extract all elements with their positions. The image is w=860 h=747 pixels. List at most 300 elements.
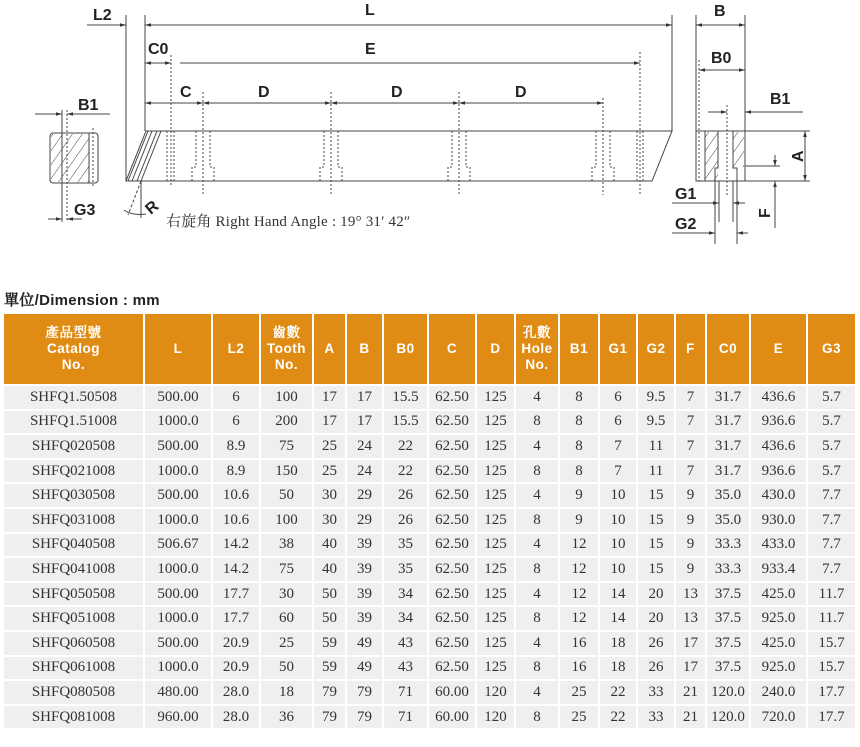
table-cell: 436.6 xyxy=(751,386,806,409)
column-header xyxy=(347,314,382,384)
table-cell: 20 xyxy=(638,583,674,606)
table-cell: 4 xyxy=(516,435,558,458)
table-cell: 150 xyxy=(261,460,312,483)
label-b1-right: B1 xyxy=(770,91,791,108)
table-cell: 34 xyxy=(384,583,427,606)
table-cell: 125 xyxy=(477,632,514,655)
table-cell: 8.9 xyxy=(213,435,259,458)
header-line: B1 xyxy=(569,341,589,356)
label-l2: L2 xyxy=(93,7,112,24)
table-cell: 25 xyxy=(314,435,345,458)
table-cell: 15.7 xyxy=(808,632,855,655)
table-cell: 43 xyxy=(384,657,427,680)
table-cell: 39 xyxy=(347,583,382,606)
table-cell: 6 xyxy=(213,411,259,434)
table-cell: 60.00 xyxy=(429,706,475,729)
table-cell: 10 xyxy=(600,558,636,581)
table-cell: 30 xyxy=(314,509,345,532)
table-cell: 35 xyxy=(384,558,427,581)
header-line: Tooth xyxy=(267,341,306,356)
table-row xyxy=(4,607,855,630)
table-cell: 75 xyxy=(261,435,312,458)
table-cell: 125 xyxy=(477,509,514,532)
table-cell: 30 xyxy=(261,583,312,606)
spec-table xyxy=(2,312,857,730)
table-cell: 120 xyxy=(477,681,514,704)
table-cell: 79 xyxy=(347,681,382,704)
end-view-hatch-left xyxy=(705,132,718,180)
table-cell: 17.7 xyxy=(808,706,855,729)
table-cell: 100 xyxy=(261,386,312,409)
table-cell: 24 xyxy=(347,460,382,483)
table-cell: 9 xyxy=(560,484,598,507)
table-cell: 500.00 xyxy=(145,484,211,507)
table-cell: 14.2 xyxy=(213,534,259,557)
table-cell: 9 xyxy=(676,558,705,581)
table-cell: 26 xyxy=(384,484,427,507)
table-cell: 22 xyxy=(600,706,636,729)
table-cell: 62.50 xyxy=(429,411,475,434)
table-cell: 40 xyxy=(314,558,345,581)
header-line: E xyxy=(773,341,784,356)
table-cell: 9 xyxy=(560,509,598,532)
table-cell: 8 xyxy=(560,386,598,409)
table-cell: 31.7 xyxy=(707,386,749,409)
table-cell: 25 xyxy=(560,681,598,704)
table-cell: 125 xyxy=(477,657,514,680)
table-cell: 50 xyxy=(314,607,345,630)
table-cell: 200 xyxy=(261,411,312,434)
table-cell: 62.50 xyxy=(429,558,475,581)
label-e: E xyxy=(365,41,376,58)
header-line: 產品型號 xyxy=(45,325,102,340)
column-header xyxy=(676,314,705,384)
table-cell: 933.4 xyxy=(751,558,806,581)
table-cell: 8 xyxy=(516,558,558,581)
table-cell: 7.7 xyxy=(808,534,855,557)
table-cell: 5.7 xyxy=(808,411,855,434)
table-cell: 8 xyxy=(560,435,598,458)
table-cell: 50 xyxy=(261,657,312,680)
table-cell: 22 xyxy=(600,681,636,704)
table-cell: 500.00 xyxy=(145,435,211,458)
table-cell: 15 xyxy=(638,534,674,557)
table-cell: 8 xyxy=(516,460,558,483)
helix-angle-note: 右旋角 Right Hand Angle : 19° 31′ 42″ xyxy=(166,214,411,230)
table-cell: 62.50 xyxy=(429,484,475,507)
table-cell: 11.7 xyxy=(808,583,855,606)
table-cell: 125 xyxy=(477,411,514,434)
table-cell: 7 xyxy=(600,435,636,458)
table-cell: 125 xyxy=(477,386,514,409)
table-cell: 43 xyxy=(384,632,427,655)
table-row xyxy=(4,386,855,409)
table-cell: 12 xyxy=(560,558,598,581)
table-cell: 425.0 xyxy=(751,632,806,655)
header-line: 孔數 xyxy=(523,325,551,340)
label-b: B xyxy=(714,3,726,20)
table-cell: 62.50 xyxy=(429,534,475,557)
table-cell: 8 xyxy=(516,706,558,729)
table-cell: 8 xyxy=(516,509,558,532)
label-d-3: D xyxy=(515,84,527,101)
table-cell: 125 xyxy=(477,583,514,606)
table-cell: 14 xyxy=(600,583,636,606)
catalog-number-cell: SHFQ050508 xyxy=(4,583,143,606)
label-r: R xyxy=(142,197,163,219)
header-line: D xyxy=(490,341,501,356)
table-row xyxy=(4,484,855,507)
table-cell: 62.50 xyxy=(429,583,475,606)
table-cell: 720.0 xyxy=(751,706,806,729)
table-cell: 49 xyxy=(347,657,382,680)
catalog-number-cell: SHFQ060508 xyxy=(4,632,143,655)
table-cell: 17 xyxy=(314,411,345,434)
table-cell: 120 xyxy=(477,706,514,729)
table-cell: 10 xyxy=(600,484,636,507)
table-cell: 7.7 xyxy=(808,509,855,532)
table-cell: 71 xyxy=(384,706,427,729)
header-line: No. xyxy=(274,357,299,372)
table-cell: 33 xyxy=(638,706,674,729)
table-cell: 6 xyxy=(600,386,636,409)
table-cell: 1000.0 xyxy=(145,558,211,581)
table-cell: 6 xyxy=(213,386,259,409)
table-cell: 60.00 xyxy=(429,681,475,704)
table-row xyxy=(4,583,855,606)
catalog-number-cell: SHFQ041008 xyxy=(4,558,143,581)
label-a: A xyxy=(790,150,807,162)
header-line: Catalog xyxy=(46,341,100,356)
table-cell: 936.6 xyxy=(751,460,806,483)
catalog-number-cell: SHFQ040508 xyxy=(4,534,143,557)
table-cell: 925.0 xyxy=(751,657,806,680)
column-header xyxy=(600,314,636,384)
table-cell: 10.6 xyxy=(213,484,259,507)
table-cell: 8 xyxy=(560,460,598,483)
table-cell: 15 xyxy=(638,484,674,507)
table-cell: 50 xyxy=(314,583,345,606)
table-cell: 125 xyxy=(477,435,514,458)
table-cell: 9.5 xyxy=(638,386,674,409)
table-cell: 37.5 xyxy=(707,607,749,630)
table-cell: 14.2 xyxy=(213,558,259,581)
table-cell: 17.7 xyxy=(213,583,259,606)
table-cell: 425.0 xyxy=(751,583,806,606)
table-cell: 1000.0 xyxy=(145,607,211,630)
table-cell: 4 xyxy=(516,534,558,557)
table-row xyxy=(4,460,855,483)
header-line: G3 xyxy=(821,341,841,356)
rack-bar-outline xyxy=(126,131,672,181)
table-cell: 4 xyxy=(516,632,558,655)
table-cell: 1000.0 xyxy=(145,657,211,680)
table-cell: 18 xyxy=(261,681,312,704)
column-header xyxy=(384,314,427,384)
table-cell: 1000.0 xyxy=(145,460,211,483)
table-cell: 7.7 xyxy=(808,558,855,581)
table-cell: 39 xyxy=(347,558,382,581)
table-cell: 29 xyxy=(347,484,382,507)
header-line: G2 xyxy=(646,341,666,356)
table-cell: 33.3 xyxy=(707,558,749,581)
technical-drawing xyxy=(0,0,860,250)
table-cell: 25 xyxy=(314,460,345,483)
table-cell: 13 xyxy=(676,583,705,606)
header-line: F xyxy=(686,341,695,356)
table-cell: 38 xyxy=(261,534,312,557)
table-row xyxy=(4,706,855,729)
table-row xyxy=(4,435,855,458)
table-cell: 506.67 xyxy=(145,534,211,557)
table-cell: 30 xyxy=(314,484,345,507)
dimension-unit-title: 單位/Dimension : mm xyxy=(4,292,160,309)
table-cell: 17 xyxy=(676,632,705,655)
table-cell: 6 xyxy=(600,411,636,434)
table-cell: 71 xyxy=(384,681,427,704)
table-cell: 15.5 xyxy=(384,386,427,409)
table-cell: 18 xyxy=(600,632,636,655)
table-cell: 12 xyxy=(560,534,598,557)
table-cell: 125 xyxy=(477,460,514,483)
table-cell: 33 xyxy=(638,681,674,704)
table-cell: 28.0 xyxy=(213,706,259,729)
table-cell: 39 xyxy=(347,534,382,557)
catalog-number-cell: SHFQ1.50508 xyxy=(4,386,143,409)
table-row xyxy=(4,558,855,581)
label-g3: G3 xyxy=(74,202,96,219)
table-cell: 15 xyxy=(638,509,674,532)
table-cell: 8 xyxy=(516,657,558,680)
table-row xyxy=(4,657,855,680)
table-cell: 31.7 xyxy=(707,435,749,458)
table-row xyxy=(4,681,855,704)
table-cell: 79 xyxy=(314,681,345,704)
dimension-labels xyxy=(74,2,807,233)
table-cell: 62.50 xyxy=(429,657,475,680)
table-cell: 17 xyxy=(676,657,705,680)
table-cell: 100 xyxy=(261,509,312,532)
table-cell: 5.7 xyxy=(808,435,855,458)
table-cell: 500.00 xyxy=(145,632,211,655)
table-cell: 8 xyxy=(516,411,558,434)
table-cell: 1000.0 xyxy=(145,509,211,532)
table-cell: 125 xyxy=(477,558,514,581)
table-cell: 26 xyxy=(384,509,427,532)
table-cell: 4 xyxy=(516,583,558,606)
table-cell: 7 xyxy=(676,411,705,434)
column-header xyxy=(516,314,558,384)
table-cell: 9 xyxy=(676,509,705,532)
catalog-number-cell: SHFQ031008 xyxy=(4,509,143,532)
table-cell: 62.50 xyxy=(429,632,475,655)
table-cell: 11 xyxy=(638,460,674,483)
table-cell: 39 xyxy=(347,607,382,630)
header-line: L xyxy=(173,341,183,356)
catalog-number-cell: SHFQ051008 xyxy=(4,607,143,630)
table-cell: 15.5 xyxy=(384,411,427,434)
table-cell: 35.0 xyxy=(707,484,749,507)
table-cell: 9 xyxy=(676,534,705,557)
table-cell: 1000.0 xyxy=(145,411,211,434)
header-line: G1 xyxy=(608,341,628,356)
table-cell: 40 xyxy=(314,534,345,557)
table-cell: 24 xyxy=(347,435,382,458)
column-header xyxy=(560,314,598,384)
table-cell: 31.7 xyxy=(707,411,749,434)
table-cell: 433.0 xyxy=(751,534,806,557)
header-line: No. xyxy=(525,357,549,372)
table-cell: 10.6 xyxy=(213,509,259,532)
table-cell: 7 xyxy=(600,460,636,483)
table-cell: 79 xyxy=(314,706,345,729)
table-cell: 17.7 xyxy=(808,681,855,704)
label-b0: B0 xyxy=(711,50,732,67)
catalog-number-cell: SHFQ081008 xyxy=(4,706,143,729)
table-header-row xyxy=(4,314,855,384)
table-cell: 37.5 xyxy=(707,583,749,606)
table-cell: 9 xyxy=(676,484,705,507)
table-cell: 936.6 xyxy=(751,411,806,434)
table-cell: 12 xyxy=(560,583,598,606)
table-cell: 15 xyxy=(638,558,674,581)
table-cell: 31.7 xyxy=(707,460,749,483)
column-header xyxy=(638,314,674,384)
column-header xyxy=(707,314,749,384)
table-cell: 12 xyxy=(560,607,598,630)
table-cell: 5.7 xyxy=(808,386,855,409)
catalog-number-cell: SHFQ061008 xyxy=(4,657,143,680)
label-c0: C0 xyxy=(148,41,169,58)
label-f: F xyxy=(757,208,774,218)
table-cell: 7.7 xyxy=(808,484,855,507)
table-cell: 15.7 xyxy=(808,657,855,680)
table-cell: 20.9 xyxy=(213,632,259,655)
label-d-1: D xyxy=(258,84,270,101)
table-cell: 13 xyxy=(676,607,705,630)
header-line: Hole xyxy=(521,341,553,356)
column-header xyxy=(314,314,345,384)
table-cell: 10 xyxy=(600,509,636,532)
table-cell: 500.00 xyxy=(145,583,211,606)
table-cell: 16 xyxy=(560,657,598,680)
column-header xyxy=(429,314,475,384)
header-line: No. xyxy=(61,357,86,372)
table-cell: 11.7 xyxy=(808,607,855,630)
table-cell: 17 xyxy=(347,411,382,434)
left-section-hatch xyxy=(51,134,89,182)
table-cell: 62.50 xyxy=(429,435,475,458)
table-row xyxy=(4,534,855,557)
table-cell: 59 xyxy=(314,632,345,655)
label-d-2: D xyxy=(391,84,403,101)
label-l: L xyxy=(365,2,375,19)
catalog-number-cell: SHFQ1.51008 xyxy=(4,411,143,434)
column-header xyxy=(477,314,514,384)
table-cell: 35.0 xyxy=(707,509,749,532)
table-cell: 22 xyxy=(384,460,427,483)
table-cell: 5.7 xyxy=(808,460,855,483)
table-cell: 11 xyxy=(638,435,674,458)
table-cell: 50 xyxy=(261,484,312,507)
table-cell: 430.0 xyxy=(751,484,806,507)
table-cell: 8 xyxy=(516,607,558,630)
column-header xyxy=(808,314,855,384)
table-cell: 26 xyxy=(638,657,674,680)
catalog-number-cell: SHFQ080508 xyxy=(4,681,143,704)
table-cell: 17 xyxy=(347,386,382,409)
table-cell: 33.3 xyxy=(707,534,749,557)
header-line: B xyxy=(359,341,370,356)
table-cell: 28.0 xyxy=(213,681,259,704)
column-header xyxy=(261,314,312,384)
catalog-number-cell: SHFQ020508 xyxy=(4,435,143,458)
table-cell: 930.0 xyxy=(751,509,806,532)
table-cell: 20 xyxy=(638,607,674,630)
table-cell: 7 xyxy=(676,460,705,483)
table-cell: 8.9 xyxy=(213,460,259,483)
column-header xyxy=(213,314,259,384)
table-cell: 62.50 xyxy=(429,386,475,409)
table-cell: 26 xyxy=(638,632,674,655)
table-cell: 8 xyxy=(560,411,598,434)
column-header xyxy=(4,314,143,384)
table-row xyxy=(4,509,855,532)
table-cell: 14 xyxy=(600,607,636,630)
table-cell: 75 xyxy=(261,558,312,581)
label-g2: G2 xyxy=(675,216,697,233)
table-cell: 22 xyxy=(384,435,427,458)
catalog-number-cell: SHFQ030508 xyxy=(4,484,143,507)
table-cell: 16 xyxy=(560,632,598,655)
label-g1: G1 xyxy=(675,186,697,203)
table-cell: 37.5 xyxy=(707,657,749,680)
header-line: B0 xyxy=(396,341,415,356)
catalog-number-cell: SHFQ021008 xyxy=(4,460,143,483)
table-cell: 125 xyxy=(477,484,514,507)
table-cell: 79 xyxy=(347,706,382,729)
table-cell: 25 xyxy=(560,706,598,729)
table-cell: 17 xyxy=(314,386,345,409)
table-cell: 34 xyxy=(384,607,427,630)
column-header xyxy=(145,314,211,384)
label-c: C xyxy=(180,84,192,101)
table-cell: 21 xyxy=(676,706,705,729)
table-cell: 35 xyxy=(384,534,427,557)
table-cell: 36 xyxy=(261,706,312,729)
table-cell: 59 xyxy=(314,657,345,680)
table-cell: 4 xyxy=(516,484,558,507)
header-line: C xyxy=(446,341,458,356)
table-cell: 4 xyxy=(516,386,558,409)
header-line: L2 xyxy=(227,341,245,356)
table-cell: 925.0 xyxy=(751,607,806,630)
table-cell: 18 xyxy=(600,657,636,680)
table-cell: 120.0 xyxy=(707,706,749,729)
table-cell: 7 xyxy=(676,435,705,458)
table-cell: 125 xyxy=(477,534,514,557)
header-line: 齒數 xyxy=(272,325,301,340)
table-cell: 4 xyxy=(516,681,558,704)
table-cell: 49 xyxy=(347,632,382,655)
table-cell: 20.9 xyxy=(213,657,259,680)
table-cell: 62.50 xyxy=(429,607,475,630)
label-b1-left: B1 xyxy=(78,97,99,114)
header-line: A xyxy=(324,341,335,356)
table-cell: 37.5 xyxy=(707,632,749,655)
table-cell: 436.6 xyxy=(751,435,806,458)
column-header xyxy=(751,314,806,384)
